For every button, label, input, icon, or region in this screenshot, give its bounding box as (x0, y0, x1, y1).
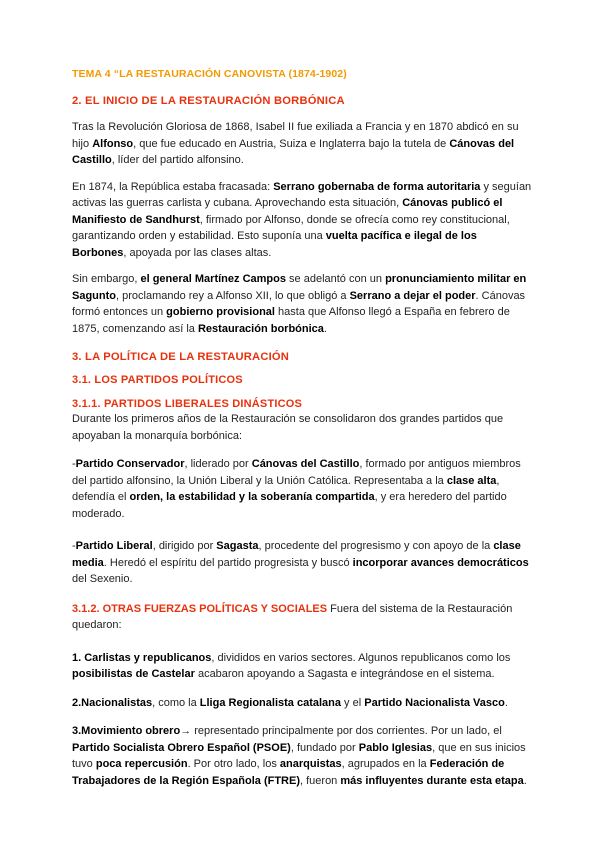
bold-text: orden, la estabilidad y la soberanía compartida (129, 491, 375, 503)
text-run: , fueron (300, 774, 341, 787)
section-3-1-heading: 3.1. LOS PARTIDOS POLÍTICOS (72, 374, 243, 386)
bold-text: Federación de Trabajadores de la Región Española (FTRE) (72, 758, 505, 787)
bold-text: anarquistas (279, 758, 342, 770)
paragraph-conservador (72, 456, 532, 522)
bold-text: vuelta pacífica e ilegal de los Borbones (72, 230, 477, 259)
text-run: , fundado por (290, 741, 359, 754)
bold-text: Sagasta (216, 540, 259, 552)
text-run: , apoyada por las clases altas. (123, 246, 272, 259)
bold-text: posibilistas de Castelar (72, 668, 195, 680)
text-run: , que en sus inicios tuvo (72, 741, 526, 770)
bold-text: Lliga Regionalista catalana (199, 696, 341, 709)
text-run: En 1874, la República estaba fracasada: (72, 180, 274, 193)
text-run: → representado principalmente por dos corrientes. Por un lado, el (180, 725, 502, 737)
text-run: . Por otro lado, los (187, 758, 280, 770)
text-run: del Sexenio. (72, 573, 133, 585)
text-run: Sin embargo, (72, 273, 141, 285)
paragraph-1 (72, 119, 532, 169)
bold-text: Partido Socialista Obrero Español (PSOE) (72, 741, 291, 754)
text-run: . (323, 322, 327, 335)
bold-text: clase media (72, 540, 521, 569)
bold-text: Serrano a dejar el poder (349, 289, 476, 302)
bold-text: clase alta (446, 474, 497, 487)
section-3-1-1-heading: 3.1.1. PARTIDOS LIBERALES DINÁSTICOS (72, 398, 303, 410)
bold-text: incorporar avances democráticos (352, 556, 529, 569)
text-run: , líder del partido alfonsino. (111, 154, 244, 166)
text-run: , formado por antiguos miembros del partido alfonsino, la Unión Liberal y la Unión Católica. Representaba a la (72, 458, 521, 487)
bold-text: Restauración borbónica (197, 322, 324, 335)
text-run: Tras la Revolución Gloriosa de 1868, Isabel II fue exiliada a Francia y en 1870 abdicó en su hijo (72, 121, 519, 150)
bold-text: el general Martínez Campos (140, 273, 286, 285)
bold-text: Alfonso (92, 137, 134, 150)
paragraph-nacionalistas (72, 695, 532, 712)
bold-text: gobierno provisional (166, 306, 275, 318)
text-run: , defendía el (72, 474, 500, 503)
text-run: , y era heredero del partido moderado. (72, 491, 507, 520)
text-run: , proclamando rey a Alfonso XII, lo que obligó a (116, 289, 350, 302)
bold-text: 2.Nacionalistas (72, 696, 153, 709)
text-run: . Heredó el espíritu del partido progresista y buscó (103, 556, 353, 569)
paragraph-3 (72, 271, 532, 337)
bold-text: Partido Nacionalista Vasco (364, 696, 505, 709)
bold-text: 1. Carlistas y republicanos (72, 651, 212, 664)
section-3-1-2-heading: 3.1.2. OTRAS FUERZAS POLÍTICAS Y SOCIALES (72, 602, 328, 615)
text-run: y seguían activas las guerras carlista y cubana. Aprovechando esta situación, (72, 180, 532, 209)
bold-text: más influyentes durante esta etapa (340, 774, 524, 787)
text-run: . Cánovas formó entonces un (72, 289, 526, 318)
text-run: Durante los primeros años de la Restauración se consolidaron dos grandes partidos que apoyaban la monarquía borbónica: (72, 413, 504, 442)
paragraph-2 (72, 179, 532, 262)
document-page (72, 68, 532, 799)
text-run: , agrupados en la (341, 758, 430, 770)
text-run: , dirigido por (152, 540, 217, 552)
bold-text: Partido Conservador (75, 458, 185, 470)
text-run: . (504, 696, 508, 709)
text-run: , divididos en varios sectores. Algunos republicanos como los (211, 651, 511, 664)
text-run: se adelantó con un (285, 273, 386, 285)
paragraph-carlistas (72, 650, 532, 683)
bold-text: poca repercusión (95, 758, 188, 770)
bold-text: Cánovas del Castillo (72, 137, 515, 166)
section-3-heading: 3. LA POLÍTICA DE LA RESTAURACIÓN (72, 351, 290, 363)
text-run: , que fue educado en Austria, Suiza e Inglaterra bajo la tutela de (133, 137, 450, 150)
text-run: , como la (152, 696, 200, 709)
paragraph-4 (72, 411, 532, 444)
text-run: y el (341, 696, 365, 709)
section-2-heading: 2. EL INICIO DE LA RESTAURACIÓN BORBÓNICA (72, 95, 345, 107)
bold-text: Cánovas del Castillo (251, 458, 360, 470)
bold-text: Partido Liberal (75, 540, 153, 552)
section-3-1-2-text: Fuera del sistema de la Restauración quedaron: (72, 602, 513, 631)
paragraph-movimiento-obrero (72, 723, 532, 789)
bold-text: 3.Movimiento obrero (72, 725, 181, 737)
text-run: , procedente del progresismo y con apoyo de la (258, 540, 494, 552)
text-run: - (72, 540, 76, 552)
text-run: hasta que Alfonso llegó a España en febrero de 1875, comenzando así la (72, 306, 510, 335)
section-3-1-2-paragraph (72, 601, 532, 634)
text-run: - (72, 458, 76, 470)
document-title: TEMA 4 “LA RESTAURACIÓN CANOVISTA (1874-1902) (72, 68, 347, 80)
bold-text: Cánovas publicó el Manifiesto de Sandhurst (72, 197, 503, 226)
bold-text: Serrano gobernaba de forma autoritaria (273, 180, 481, 193)
bold-text: Pablo Iglesias (358, 741, 433, 754)
text-run: , firmado por Alfonso, donde se ofrecía como rey constitucional, garantizando orden y estabilidad. Esto suponía una (72, 213, 510, 242)
bold-text: pronunciamiento militar en Sagunto (72, 273, 527, 302)
text-run: , liderado por (184, 458, 252, 470)
text-run: acabaron apoyando a Sagasta e integrándose en el sistema. (194, 668, 495, 680)
paragraph-liberal (72, 538, 532, 588)
text-run: . (523, 774, 527, 787)
